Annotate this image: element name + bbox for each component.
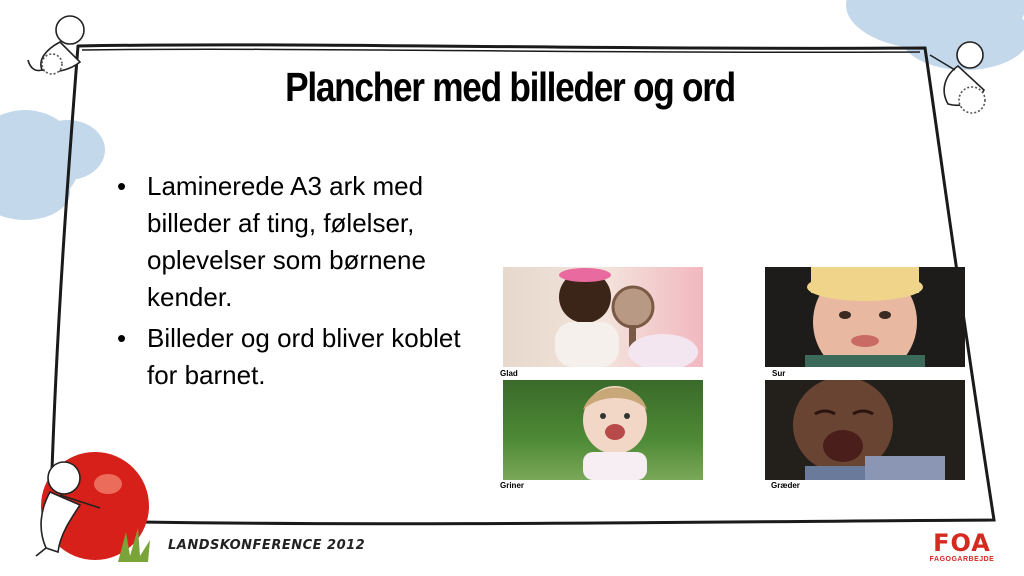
photo-caption-graeder: Græder (771, 481, 800, 490)
bullet-item (112, 320, 482, 394)
foa-logo-sub: FAGOGARBEJDE (929, 556, 995, 563)
photo-griner (503, 380, 703, 480)
photo-graeder (765, 380, 965, 480)
photo-caption-sur: Sur (772, 369, 786, 378)
foa-logo (920, 530, 1004, 563)
photo-sur (765, 267, 965, 367)
bullet-item (112, 168, 482, 316)
bullet-text: Billeder og ord bliver koblet for barnet. (147, 323, 461, 390)
baby-doodle-top-right-icon (930, 42, 985, 113)
footer-event-label: LANDSKONFERENCE 2012 (168, 538, 366, 553)
slide-title: Plancher med billeder og ord (285, 64, 735, 110)
bullet-list (112, 168, 482, 398)
foa-logo-main: FOA (933, 529, 991, 557)
bullet-marker: • (117, 323, 127, 353)
photo-glad (503, 267, 703, 367)
photo-caption-griner: Griner (500, 481, 525, 490)
bullet-marker: • (117, 171, 127, 201)
photo-caption-glad: Glad (500, 369, 518, 378)
bullet-text: Laminerede A3 ark med billeder af ting, følelser, oplevelser som børnene kender. (147, 171, 426, 312)
baby-doodle-top-left-icon (28, 16, 84, 74)
